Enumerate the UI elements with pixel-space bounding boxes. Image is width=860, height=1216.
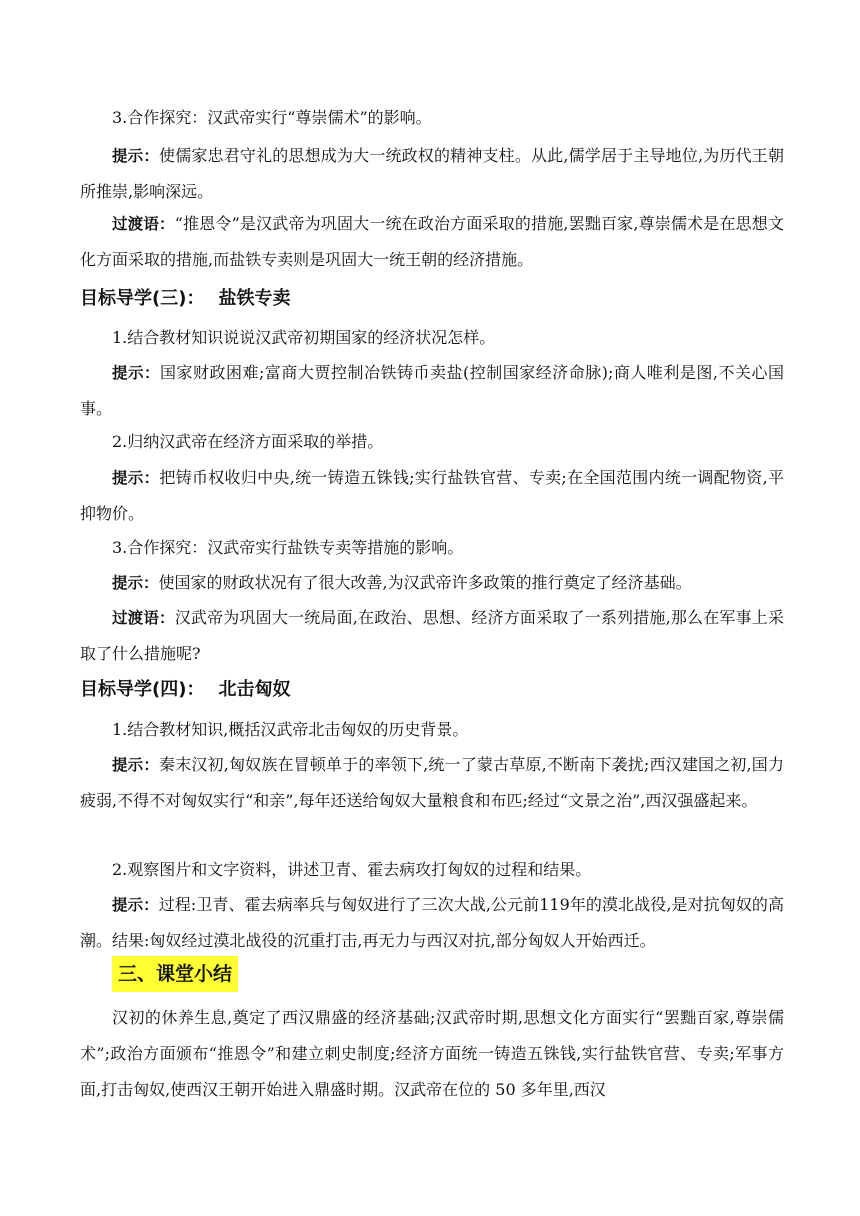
transition-label: 过渡语： xyxy=(112,609,175,627)
transition-salt-iron xyxy=(80,206,784,278)
question-1-economy: 1.结合教材知识说说汉武帝初期国家的经济状况怎样。 xyxy=(112,328,496,347)
hint-confucianism xyxy=(80,138,784,210)
transition-label: 过渡语： xyxy=(112,215,175,233)
heading-section-3: 目标导学(三)： 盐铁专卖 xyxy=(80,288,291,309)
question-3-confucianism: 3.合作探究：汉武帝实行“尊崇儒术”的影响。 xyxy=(112,108,432,127)
question-2-measures: 2.归纳汉武帝在经济方面采取的举措。 xyxy=(112,432,384,451)
transition-text: 汉武帝为巩固大一统局面,在政治、思想、经济方面采取了一系列措施,那么在军事上采取了什么措施呢? xyxy=(80,608,784,663)
transition-military xyxy=(80,600,784,672)
hint-text: 使国家的财政状况有了很大改善,为汉武帝许多政策的推行奠定了经济基础。 xyxy=(158,573,692,592)
hint-text: 国家财政困难;富商大贾控制冶铁铸币卖盐(控制国家经济命脉);商人唯利是图,不关心国事。 xyxy=(80,363,784,418)
question-1-xiongnu-background: 1.结合教材知识,概括汉武帝北击匈奴的历史背景。 xyxy=(112,720,469,739)
heading-section-4: 目标导学(四)： 北击匈奴 xyxy=(80,679,291,700)
question-3-monopoly: 3.合作探究：汉武帝实行盐铁专卖等措施的影响。 xyxy=(112,538,464,557)
hint-text: 把铸币权收归中央,统一铸造五铢钱;实行盐铁官营、专卖;在全国范围内统一调配物资,平抑物价。 xyxy=(80,468,784,523)
summary-paragraph: 汉初的休养生息,奠定了西汉鼎盛的经济基础;汉武帝时期,思想文化方面实行“罢黜百家,尊崇儒术”;政治方面颁布“推恩令”和建立刺史制度;经济方面统一铸造五铢钱,实行盐铁官营、专卖;军事方面,打击匈奴,使西汉王朝开始进入鼎盛时期。汉武帝在位的 50 多年里,西汉 xyxy=(80,1008,784,1099)
hint-measures xyxy=(80,460,784,532)
hint-campaigns xyxy=(80,887,784,959)
hint-label: 提示： xyxy=(112,756,160,774)
hint-text: 过程:卫青、霍去病率兵与匈奴进行了三次大战,公元前119年的漠北战役,是对抗匈奴的高潮。结果:匈奴经过漠北战役的沉重打击,再无力与西汉对抗,部分匈奴人开始西迁。 xyxy=(80,895,784,950)
hint-xiongnu-background xyxy=(80,747,784,819)
hint-label: 提示： xyxy=(112,896,159,914)
hint-label: 提示： xyxy=(112,469,160,487)
question-2-campaigns: 2.观察图片和文字资料，讲述卫青、霍去病攻打匈奴的过程和结果。 xyxy=(112,860,592,879)
hint-economy xyxy=(80,355,784,427)
hint-text: 使儒家忠君守礼的思想成为大一统政权的精神支柱。从此,儒学居于主导地位,为历代王朝所推崇,影响深远。 xyxy=(80,146,784,201)
section-banner-summary: 三、课堂小结 xyxy=(112,956,238,992)
hint-label: 提示： xyxy=(112,574,159,592)
transition-text: “推恩令”是汉武帝为巩固大一统在政治方面采取的措施,罢黜百家,尊崇儒术是在思想文化方面采取的措施,而盐铁专卖则是巩固大一统王朝的经济措施。 xyxy=(80,214,784,269)
hint-label: 提示： xyxy=(112,364,161,382)
hint-text: 秦末汉初,匈奴族在冒顿单于的率领下,统一了蒙古草原,不断南下袭扰;西汉建国之初,国力疲弱,不得不对匈奴实行“和亲”,每年还送给匈奴大量粮食和布匹;经过“文景之治”,西汉强盛起来。 xyxy=(80,755,784,810)
hint-label: 提示： xyxy=(112,147,160,165)
hint-monopoly xyxy=(80,565,784,601)
